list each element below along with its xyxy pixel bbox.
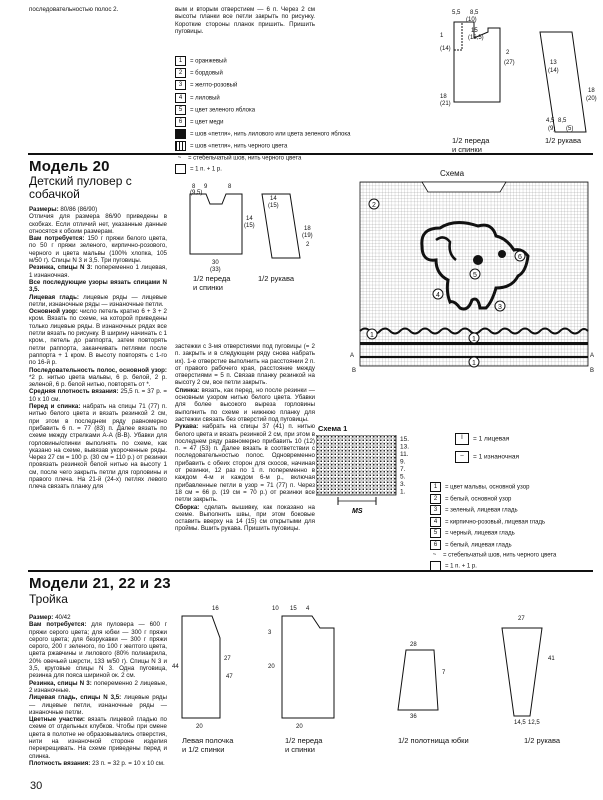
m21-dim-28: 28 <box>410 642 417 648</box>
rule-middle <box>28 570 593 572</box>
m21-para-bold: Резинка, спицы N 3: <box>29 679 94 687</box>
m21-para-text: лицевые ряды — лицевые петли, изнаночные ряды — изнаночные петли. <box>29 694 167 716</box>
m21-para <box>29 694 167 716</box>
dim-5-5: 5,5 <box>452 10 461 16</box>
schema1-chart <box>316 435 426 517</box>
legend-swatch-icon: ~ <box>432 552 437 558</box>
top-legend-text: = стебельчатый шов, нить черного цвета <box>188 155 302 162</box>
top-legend-row <box>175 93 445 103</box>
model20-title: Модель 20 <box>29 158 110 175</box>
m20-para-text: 80/86 (86/90) <box>60 206 98 213</box>
dim-5: (5) <box>566 126 574 132</box>
m20b-para-bold: Сборка: <box>175 503 205 511</box>
m21-caption-1: 1/2 переда и спинки <box>285 736 323 754</box>
m20-dim-33: (33) <box>210 267 221 273</box>
m21-dim-41: 41 <box>548 656 555 662</box>
dim-9: (9) <box>548 126 556 132</box>
m20-para <box>29 206 167 213</box>
m20-dim-19: (19) <box>302 233 313 239</box>
top-legend-row <box>175 80 445 90</box>
m20-para <box>29 388 167 403</box>
m20b-para-bold: Рукава: <box>175 423 203 431</box>
m20-legend-a-row <box>455 451 595 463</box>
m20-para-bold: Вам потребуется: <box>29 235 88 243</box>
chart-num-2: 2 <box>372 202 376 209</box>
m20-legend-b <box>430 482 600 573</box>
dim-2: 2 <box>506 50 510 56</box>
m21-dim-15: 15 <box>290 606 297 612</box>
top-legend-text: = лиловый <box>190 95 220 102</box>
m20b-para-bold: Спинка: <box>175 386 202 394</box>
m21-dim-20: 20 <box>196 724 203 730</box>
dim-1: 1 <box>440 33 444 39</box>
dim-20: (20) <box>586 96 597 102</box>
top-legend-row <box>175 68 445 78</box>
m20-para-text: попеременно 1 лицевая, 1 изнаночная. <box>29 264 167 279</box>
dim-21: (21) <box>440 101 451 107</box>
dim-18b: 18 <box>588 88 595 94</box>
m21-dim-3: 3 <box>268 630 272 636</box>
m21-dim-27a: 27 <box>224 656 231 662</box>
m20-legend-b-text: = белый, лицевая гладь <box>445 542 512 549</box>
m21-dim-16: 16 <box>212 606 219 612</box>
legend-swatch-icon: 3 <box>175 80 186 90</box>
schema1-row-label: 13. <box>400 443 410 451</box>
top-legend-text: = цвет зеленого яблока <box>190 107 256 114</box>
m21-para-text: 40/42 <box>55 614 71 621</box>
page-number: 30 <box>30 780 43 792</box>
m20-para <box>29 235 167 264</box>
m20b-para-text: вязать, как перед, но после резинки — основным узором нитью белого цвета. Убавки для более высокого выреза горловины выполнить по схеме и нижнюю планку для застежки связать без отверстий под пуговицы. <box>175 386 315 423</box>
m20-para-bold: Размеры: <box>29 206 61 213</box>
legend-swatch-icon: 1 <box>175 56 186 66</box>
m20-caption-sleeve: 1/2 рукава <box>258 274 295 283</box>
m20-dim-2: 2 <box>306 242 310 248</box>
model21-subtitle: Тройка <box>29 592 68 606</box>
m21-dim-7: 7 <box>442 670 446 676</box>
m21-dim-20b: 20 <box>268 664 275 670</box>
legend-swatch-icon: 6 <box>430 540 441 550</box>
m20-legend-b-text: = зеленый, лицевая гладь <box>445 507 518 514</box>
m21-para-bold: Цветные участки: <box>29 716 88 724</box>
m20b-para <box>175 343 315 387</box>
m21-caption-2: 1/2 полотнища юбки <box>398 736 469 745</box>
m20-para <box>29 367 167 389</box>
top-legend-row <box>175 105 445 115</box>
legend-swatch-icon: 2 <box>175 68 186 78</box>
top-legend-row <box>175 141 445 151</box>
m20-para-text: лицевые ряды — лицевые петли, изнаночные ряды — изнаночные петли. <box>29 293 167 308</box>
m21-para <box>29 621 167 679</box>
m21-para <box>29 716 167 760</box>
top-legend-text: = 1 п. + 1 р. <box>190 166 222 173</box>
dim-13: 13 <box>550 60 557 66</box>
m20-para <box>29 403 167 491</box>
legend-swatch-icon: 4 <box>175 93 186 103</box>
m20-dim-14: 14 <box>246 216 253 222</box>
top-legend-text: = оранжевый <box>190 58 227 65</box>
m20-dim-9: 9 <box>204 184 208 190</box>
m21-para-text: вязать лицевой гладью по схеме от отдельных клубков. Чтобы при смене цвета в полотне не образовывались отверстия, нити на изнаночной стороне изделия перекрещивать. На схеме приведены перед и спинка. <box>29 716 167 760</box>
m21-para-text: для пуловера — 600 г пряжи серого цвета; для юбки — 300 г пряжи серого цвета; для безрукавки — 300 г пряжи серого, 200 г зеленого, по 100 г желтого цвета, цвета ржавчины и лилового (80% полиакрила, 20% овечьей шерсти, 133 м/50 г). Спицы N 3 и 3,5, круговые спицы N 3. Одна пуговица, резинка для пояса шириной ок. 2 см. <box>29 621 168 680</box>
m20-para-bold: Средняя плотность вязания: <box>29 388 121 396</box>
m20-para-bold: Все последующие узоры вязать спицами N 3,5. <box>29 278 167 294</box>
m21-dim-10: 10 <box>272 606 279 612</box>
model20-col2 <box>175 343 315 533</box>
m20-para-text: набрать на спицы 71 (77) п. нитью белого цвета и вязать резинкой 2 см, при этом в последнем ряду равномерно прибавить 6 п. = 77 (83) п. Далее вязать по схеме между стрелками А-А (В-В). Убавки для горловины/спинки выполнять по схеме, как указано на схеме, вывязав укороченные ряды. Через 27 см = 100 р. (30 см = 110 р.) от резинки провязать резинкой белой нитью на высоту 1 см, после чего закрыть петли для горловины и правого плеча. На 21-й (24-х) петлях левого плеча связать планку для <box>29 403 167 491</box>
m20-dim-15: (15) <box>244 223 255 229</box>
top-caption-front: 1/2 переда и спинки <box>452 136 490 154</box>
m21-para-text: 23 п. = 32 р. = 10 х 10 см. <box>92 759 165 767</box>
m21-para-text: попеременно 2 лицевые, 2 изнаночные. <box>29 679 167 694</box>
legend-swatch-icon <box>175 164 186 174</box>
m20-legend-a-text: = 1 лицевая <box>473 435 510 443</box>
m20-legend-b-text: = цвет мальвы, основной узор <box>445 484 530 491</box>
m20-dim-14b: 14 <box>270 196 277 202</box>
m20-para-bold: Резинка, спицы N 3: <box>29 264 95 272</box>
m21-para-bold: Плотность вязания: <box>29 759 93 767</box>
legend-swatch-icon: ~ <box>177 154 182 161</box>
m21-para <box>29 760 167 767</box>
model21-title: Модели 21, 22 и 23 <box>29 575 171 592</box>
dim-4-5: 4,5 <box>546 118 555 124</box>
m20b-para-text: сделать вышивку, как показано на схеме. Выполнить швы, при этом боковые оставить вверху на 14 (15) см открытыми для проймы. Вшить рукава. Пришить пуговицы. <box>175 503 315 533</box>
top-schematics <box>440 2 600 152</box>
m20-para <box>29 264 167 279</box>
m20-legend-b-text: = 1 п. + 1 р. <box>445 563 477 570</box>
m20-para-text: *2 р. нитью цвета мальвы, 6 р. белой, 2 р. зеленой, 6 р. белой нитью, повторять от *. <box>29 373 167 389</box>
arrow-label-b-left: B <box>352 368 357 374</box>
arrow-label-a-left: A <box>350 353 355 359</box>
top-legend-text: = шов «петля», нить черного цвета <box>190 143 288 150</box>
top-legend-text: = бордовый <box>190 70 223 77</box>
model21-schematics <box>172 598 600 748</box>
schema-label: Схема <box>440 169 465 178</box>
legend-swatch-icon: 3 <box>430 505 441 515</box>
model20-subtitle: Детский пуловер с собачкой <box>29 174 132 201</box>
chart-num-4: 4 <box>436 292 440 299</box>
dim-27: (27) <box>504 60 515 66</box>
m20-legend-a-row <box>455 433 595 445</box>
chart-num-1b: 1 <box>472 336 476 343</box>
m21-dim-12-5: 12,5 <box>528 720 540 726</box>
top-text-col2 <box>175 6 315 35</box>
m21-dim-27b: 27 <box>518 616 525 622</box>
dim-14b: (14) <box>548 68 559 74</box>
top-text-col1 <box>29 6 167 13</box>
legend-swatch-icon: 1 <box>430 482 441 492</box>
top-legend-row <box>175 129 445 139</box>
m21-dim-36: 36 <box>410 714 417 720</box>
m21-dim-14-5: 14,5 <box>514 720 526 726</box>
arrow-label-a-right: A <box>590 353 595 359</box>
m20b-para <box>175 504 315 533</box>
dim-18: 18 <box>440 94 447 100</box>
m20-para-bold: Перед и спинка: <box>29 403 83 411</box>
m20-legend-a <box>455 433 595 469</box>
top-legend-text: = цвет меди <box>190 119 224 126</box>
legend-swatch-icon: 2 <box>430 494 441 504</box>
m20-caption-front: 1/2 переда и спинки <box>193 274 231 292</box>
m20-legend-b-row <box>430 505 600 515</box>
m20-legend-b-row <box>430 540 600 550</box>
model21-col <box>29 614 167 767</box>
m20-para-bold: Последовательность полос, основной узор: <box>29 366 167 374</box>
m20-dim-18: 18 <box>304 226 311 232</box>
dim-15: 15 <box>471 28 478 34</box>
m20-legend-b-text: = стебельчатый шов, нить черного цвета <box>443 552 557 559</box>
m20-para <box>29 294 167 309</box>
m20b-para-text: застежки с 3-мя отверстиями под пуговицы (= 2 п. закрыть и в следующем ряду снова набрать их). 1-е отверстие выполнить на расстоянии 2 п. от правого рабочего края, расстояние между отверстиями = 5 п. Связав планку резинкой на высоту 2 см, все петли закрыть. <box>175 343 315 387</box>
m20-dim-30: 30 <box>212 260 219 266</box>
model20-col1 <box>29 206 167 491</box>
top-legend-row <box>175 56 445 66</box>
m20-legend-b-text: = кирпично-розовый, лицевая гладь <box>445 519 546 526</box>
arrow-label-b-right: B <box>590 368 595 374</box>
schema1-row-label: 15. <box>400 436 410 443</box>
dim-16-5: (16,5) <box>468 35 484 41</box>
chart-num-6: 6 <box>518 254 522 261</box>
m21-dim-44: 44 <box>172 664 179 670</box>
schema1-row-label: 11. <box>400 451 409 458</box>
top-legend-text: = желто-розовый <box>190 82 238 89</box>
m20-para <box>29 279 167 294</box>
chart-num-3: 3 <box>498 304 502 311</box>
m21-caption-3: 1/2 рукава <box>524 736 561 745</box>
chart-num-1c: 1 <box>472 360 476 367</box>
m21-para-bold: Лицевая гладь, спицы N 3,5: <box>29 694 125 702</box>
chart-num-5: 5 <box>473 272 477 279</box>
m20-legend-a-text: = 1 изнаночная <box>473 453 520 461</box>
top-col2-para: вым и вторым отверстием — 6 п. Через 2 см высоты планки все петли закрыть по рисунку. Короткие стороны планок пришить. Пришить пуговицы. <box>175 6 315 35</box>
dim-8-5: 8,5 <box>470 10 479 16</box>
dim-8-5b: 8,5 <box>558 118 567 124</box>
m20-dim-15b: (15) <box>268 203 279 209</box>
dim-10: (10) <box>466 17 477 23</box>
m20-dim-8b: 8 <box>228 184 232 190</box>
m20-para-text: 150 г пряжи белого цвета, по 50 г пряжи зеленого, кирпично-розового, черного и цвета мальвы (100% хлопка, 105 м/50 г). Спицы N 3 и 3,5. Три пуговицы. <box>29 235 167 265</box>
m20-legend-b-row <box>430 482 600 492</box>
m21-dim-4: 4 <box>306 606 310 612</box>
m21-para <box>29 614 167 621</box>
m20-para-bold: Лицевая гладь: <box>29 293 84 301</box>
m21-dim-47: 47 <box>226 674 233 680</box>
m21-para <box>29 680 167 695</box>
m20b-para-text: набрать на спицы 37 (41) п. нитью белого цвета и вязать резинкой 2 см, при этом в последнем ряду равномерно прибавить 10 (12) п. = 47 (53) п. Далее вязать в соответствии с последовательностью полос. Одновременно прибавить с обеих сторон для скосов, начиная от резинки, 12 раз по 1 п. попеременно в каждом 4-м и каждом 6-м р., включая прибавленные петли в узор = 71 (77) п. Через 18 см = 66 р. (19 см = 70 р.) от резинки все петли закрыть. <box>175 423 315 504</box>
top-legend <box>175 56 445 173</box>
dim-14a: (14) <box>440 46 451 52</box>
purl-symbol-icon: – <box>455 451 469 463</box>
m20-para-text: Отличия для размера 86/90 приведены в скобках. Если отличий нет, указанные данные относятся к обоим размерам. <box>29 213 167 235</box>
knit-symbol-icon: I <box>455 433 469 445</box>
top-legend-text: = шов «петля», нить лилового или цвета зеленого яблока <box>190 131 351 138</box>
top-legend-row <box>175 164 445 174</box>
m20-legend-b-row <box>430 494 600 504</box>
m20-legend-b-text: = белый, основной узор <box>445 496 512 503</box>
m20-para-text: число петель кратно 6 + 3 + 2 кром. Вязать по схеме, на которой приведены только лицевые ряды. В изнаночных рядах все петли вязать по рисунку. В ширину начинать с 1 кром., петель до раппорта, затем повторять петли раппорта, заканчивать петлями после раппорта + 1 кром. В высоту повторять с 1-го по 16-й р. <box>29 308 168 367</box>
m20-dim-9-5: (9,5) <box>190 190 203 196</box>
schema1-row-label: 5. <box>400 473 406 481</box>
chart-num-1a: 1 <box>370 332 374 339</box>
m20-legend-b-row <box>430 517 600 527</box>
top-col1-para: последовательностью полос 2. <box>29 6 119 13</box>
m21-para-bold: Размер: <box>29 614 56 621</box>
rule-top <box>28 153 593 155</box>
top-caption-sleeve: 1/2 рукава <box>545 136 582 145</box>
top-legend-row <box>175 117 445 127</box>
schema1-ms: MS <box>352 508 363 515</box>
m21-caption-0: Левая полочка и 1/2 спинки <box>182 736 234 754</box>
legend-swatch-icon <box>175 141 186 151</box>
schema1-label: Схема 1 <box>318 424 348 433</box>
m20-para <box>29 308 167 366</box>
m20b-para <box>175 423 315 503</box>
m21-para-bold: Вам потребуется: <box>29 621 92 629</box>
m20-para <box>29 213 167 235</box>
m20-para-text: 25,5 п. = 37 р. = 10 х 10 см. <box>29 388 167 403</box>
m20-dim-8: 8 <box>192 184 196 190</box>
schema1-row-label: 9. <box>400 458 406 466</box>
m20-legend-b-text: = черный, лицевая гладь <box>445 530 515 537</box>
legend-swatch-icon: 4 <box>430 517 441 527</box>
schema1-row-label: 3. <box>400 481 406 488</box>
dog-chart <box>350 176 598 374</box>
m20-legend-b-row <box>430 528 600 538</box>
m21-dim-20c: 20 <box>296 724 303 730</box>
m20b-para <box>175 387 315 423</box>
legend-swatch-icon: 5 <box>175 105 186 115</box>
schema1-row-label: 7. <box>400 466 406 473</box>
legend-swatch-icon: 5 <box>430 528 441 538</box>
legend-swatch-icon <box>175 129 186 139</box>
schema1-row-label: 1. <box>400 488 406 496</box>
m20-para-bold: Основной узор: <box>29 308 80 316</box>
m20-legend-b-row <box>430 551 600 560</box>
legend-swatch-icon: 6 <box>175 117 186 127</box>
